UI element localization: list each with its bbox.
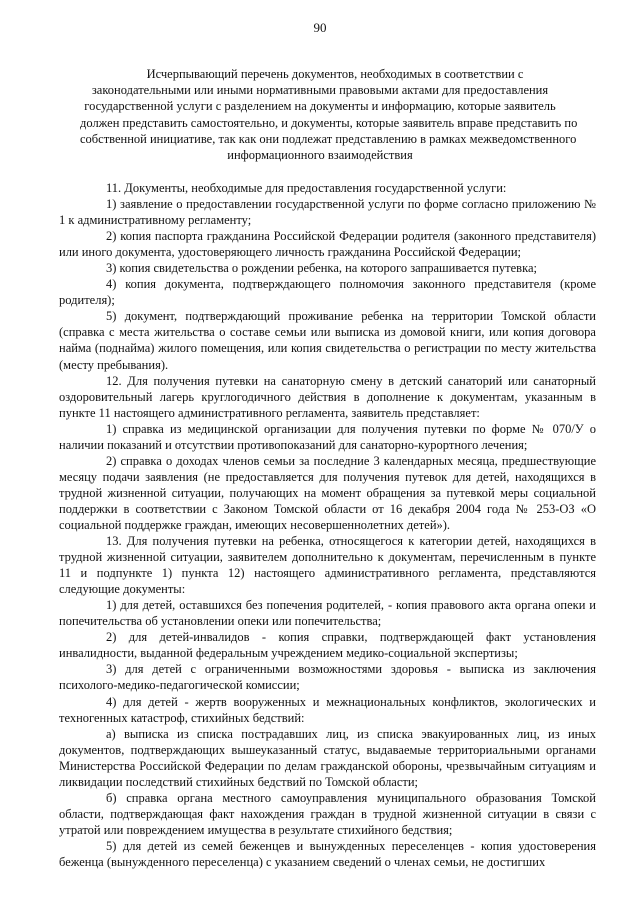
paragraph-item-13: 13. Для получения путевки на ребенка, относящегося к категории детей, находящихся в трудной жизненной ситуации, заявителем дополнительно к документам, перечисленным в пункте 11 и подпункте 1) пункта 12) настоящего административного регламента, представляются следующие документы: xyxy=(59,534,596,597)
document-body xyxy=(59,180,596,870)
paragraph-subitem: б) справка органа местного самоуправления муниципального образования Томской области, подтверждающая факт нахождения граждан в трудной жизненной ситуации в связи с утратой или повреждением имущества в результате стихийного бедствия; xyxy=(59,790,596,837)
paragraph-subitem: 3) копия свидетельства о рождении ребенка, на которого запрашивается путевка; xyxy=(106,261,537,276)
heading-line: государственной услуги с разделением на документы и информацию, которые заявитель xyxy=(84,99,556,114)
paragraph-item-12: 12. Для получения путевки на санаторную смену в детский санаторий или санаторный оздоровительный лагерь круглогодичного действия в дополнение к документам, указанным в пункте 11 настоящего административного регламента, заявитель представляет: xyxy=(59,373,596,420)
page-number: 90 xyxy=(313,20,327,35)
paragraph-subitem: 5) документ, подтверждающий проживание ребенка на территории Томской области (справка с места жительства о составе семьи или выписка из домовой книги, или копия договора найма (поднайма) жилого помещения, или копия свидетельства о регистрации по месту жительства (месту пребывания). xyxy=(59,309,596,372)
paragraph-subitem: 1) для детей, оставшихся без попечения родителей, - копия правового акта органа опеки и попечительства об установлении опеки или попечительства; xyxy=(59,598,596,629)
paragraph-subitem: 3) для детей с ограниченными возможностями здоровья - выписка из заключения психолого-медико-педагогической комиссии; xyxy=(59,662,596,693)
paragraph-subitem: 2) справка о доходах членов семьи за последние 3 календарных месяца, предшествующие месяцу подачи заявления (не предоставляется для получения путевок для детей, находящихся в трудной жизненной ситуации, получающих на момент обращения за путевкой меры социальной поддержки в соответствии с Законом Томской области от 16 декабря 2004 года № 253-ОЗ «О социальной поддержке граждан, имеющих несовершеннолетних детей»). xyxy=(59,453,596,532)
paragraph-subitem: 5) для детей из семей беженцев и вынужденных переселенцев - копия удостоверения беженца (вынужденного переселенца) с указанием сведений о членах семьи, не достигших xyxy=(59,838,596,869)
paragraph-subitem: 1) заявление о предоставлении государственной услуги по форме согласно приложению № 1 к административному регламенту; xyxy=(59,197,596,228)
heading-line: Исчерпывающий перечень документов, необходимых в соответствии с xyxy=(146,67,524,81)
section-heading xyxy=(80,66,578,163)
paragraph-subitem: 4) копия документа, подтверждающего полномочия законного представителя (кроме родителя); xyxy=(59,277,596,308)
heading-line: законодательными или иными нормативными правовыми актами для предоставления xyxy=(91,83,549,98)
heading-line: собственной инициативе, так как они подлежат представлению в рамках межведомственного xyxy=(80,131,577,146)
paragraph-subitem: а) выписка из списка пострадавших лиц, из списка эвакуированных лиц, из иных документов, подтверждающих вышеуказанный статус, выдаваемые территориальными органами Министерства Российской Федерации по делам гражданской обороны, чрезвычайным ситуациям и ликвидации последствий стихийных бедствий по Томской области; xyxy=(59,726,596,789)
paragraph-item-11: 11. Документы, необходимые для предоставления государственной услуги: xyxy=(106,181,507,195)
paragraph-subitem: 2) копия паспорта гражданина Российской Федерации родителя (законного представителя) или иного документа, удостоверяющего личность гражданина Российской Федерации; xyxy=(59,229,596,260)
paragraph-subitem: 1) справка из медицинской организации для получения путевки по форме № 070/У о наличии показаний и отсутствии противопоказаний для санаторно-курортного лечения; xyxy=(59,421,596,452)
paragraph-subitem: 4) для детей - жертв вооруженных и межнациональных конфликтов, экологических и техногенных катастроф, стихийных бедствий: xyxy=(59,694,596,725)
heading-line: должен представить самостоятельно, и документы, которые заявитель вправе представить по xyxy=(80,115,578,130)
paragraph-subitem: 2) для детей-инвалидов - копия справки, подтверждающей факт установления инвалидности, выданной федеральным учреждением медико-социальной экспертизы; xyxy=(59,630,596,661)
heading-line: информационного взаимодействия xyxy=(227,148,413,163)
